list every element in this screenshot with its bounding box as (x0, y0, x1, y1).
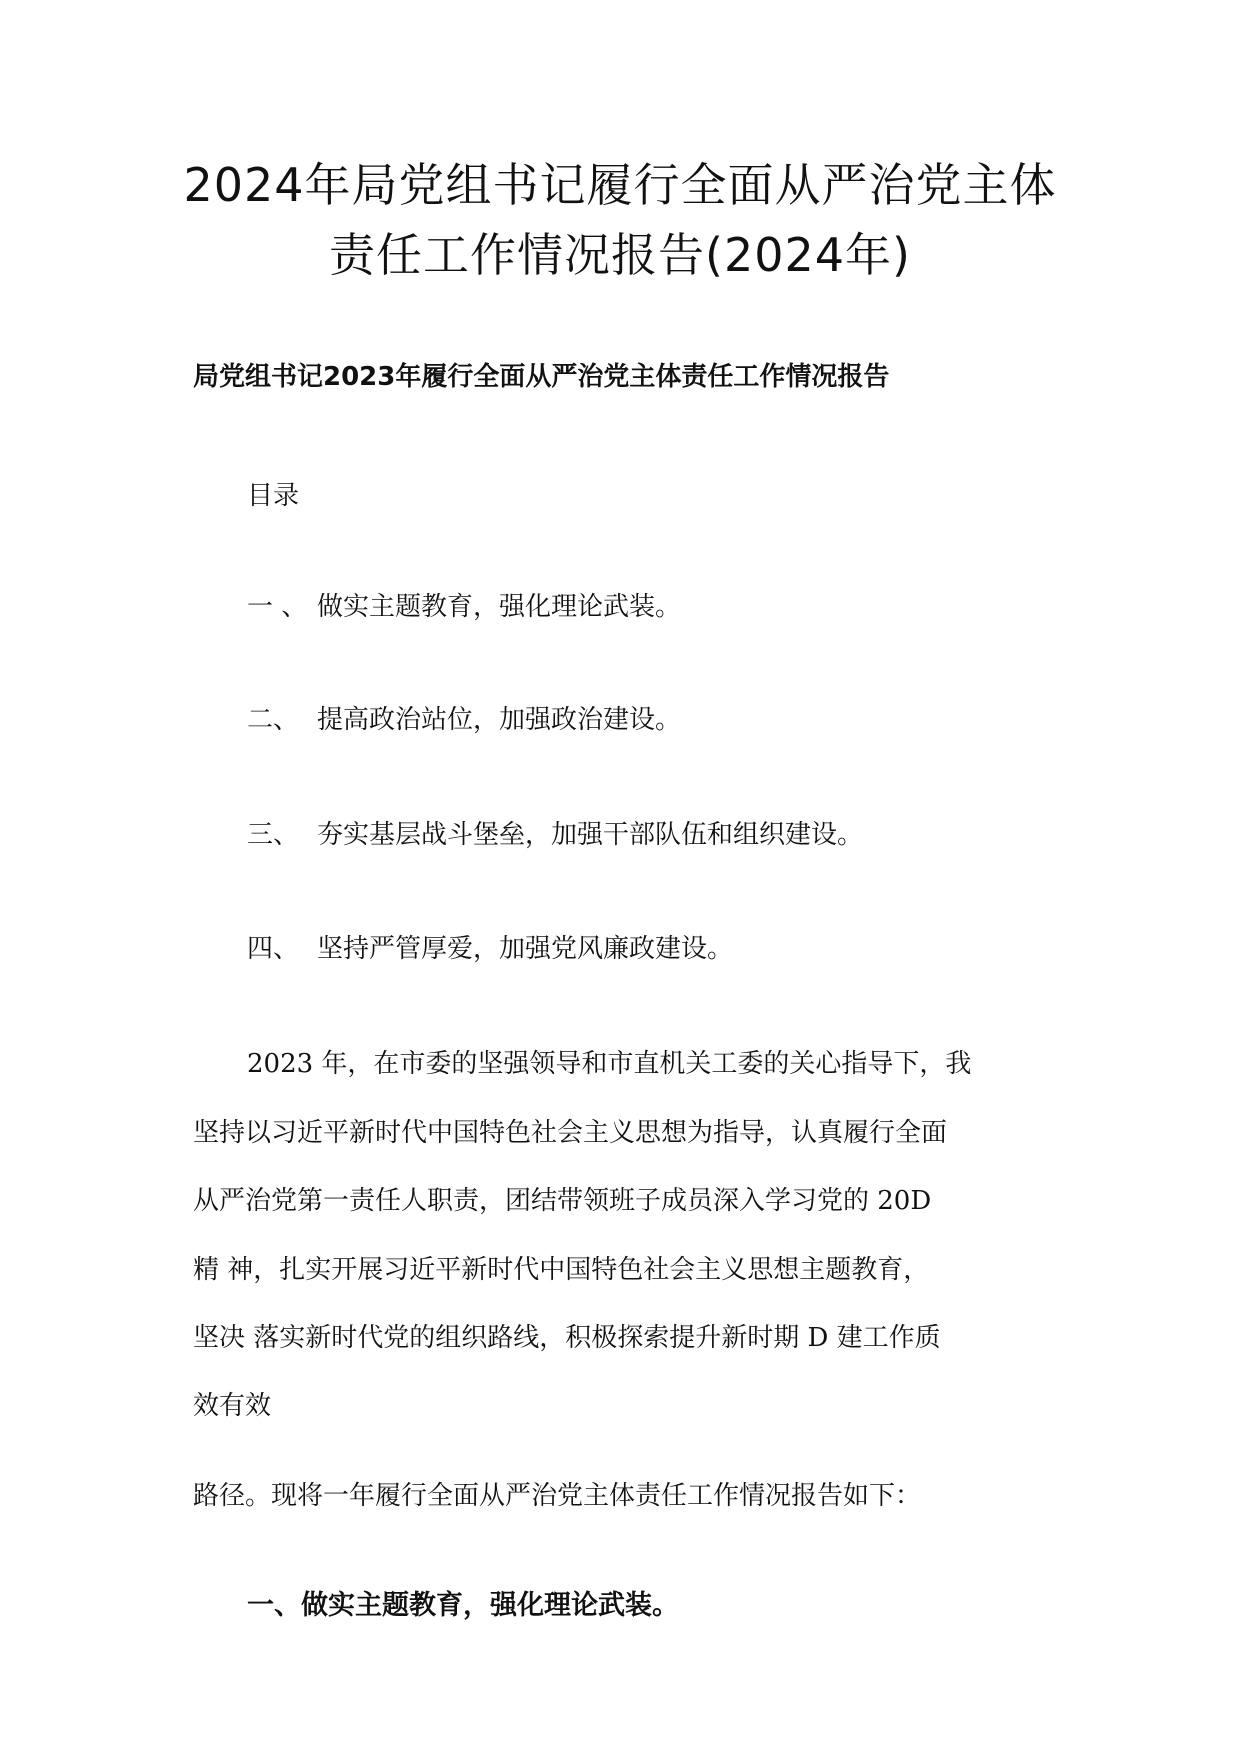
toc-heading: 目录 (247, 481, 300, 511)
title-line-1: 2024年局党组书记履行全面从严治党主体 (183, 158, 1057, 212)
toc-item-number: 四、 (247, 934, 300, 964)
toc-item-text: 坚持严管厚爱，加强党风廉政建设。 (317, 934, 734, 964)
toc-item-number: 三、 (247, 820, 300, 850)
toc-item-3 (247, 815, 863, 855)
intro-line-3: 从严治党第一责任人职责，团结带领班子成员深入学习党的 20D (193, 1186, 932, 1216)
intro-line-7: 路径。现将一年履行全面从严治党主体责任工作情况报告如下： (193, 1481, 922, 1511)
toc-item-number: 一 、 (247, 592, 308, 622)
title-line-2: 责任工作情况报告(2024年) (329, 228, 911, 282)
toc-item-text: 提高政治站位，加强政治建设。 (317, 705, 682, 735)
toc-item-number: 二、 (247, 705, 300, 735)
document-title (150, 150, 1090, 290)
toc-item-4 (247, 929, 733, 969)
intro-line-6: 效有效 (193, 1391, 272, 1421)
intro-line-2: 坚持以习近平新时代中国特色社会主义思想为指导，认真履行全面 (193, 1118, 948, 1148)
toc-item-1 (247, 587, 681, 627)
toc-item-2 (247, 700, 681, 740)
intro-line-5: 坚决 落实新时代党的组织路线，积极探索提升新时期 D 建工作质 (193, 1323, 941, 1353)
section-1-heading: 一、做实主题教育，强化理论武装。 (247, 1590, 679, 1621)
intro-line-1: 2023 年，在市委的坚强领导和市直机关工委的关心指导下，我 (247, 1049, 972, 1079)
intro-line-4: 精 神，扎实开展习近平新时代中国特色社会主义思想主题教育， (193, 1255, 930, 1285)
toc-item-text: 夯实基层战斗堡垒，加强干部队伍和组织建设。 (317, 820, 864, 850)
toc-item-text: 做实主题教育，强化理论武装。 (317, 592, 682, 622)
document-subtitle: 局党组书记2023年履行全面从严治党主体责任工作情况报告 (193, 362, 890, 392)
